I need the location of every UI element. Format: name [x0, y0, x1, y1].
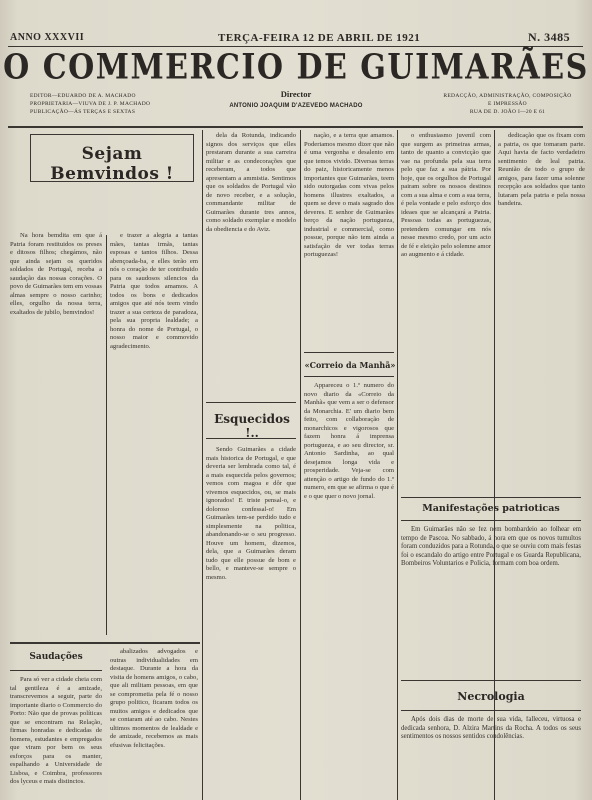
saudacoes-article-col2: abalizados advogados e outras individualidades em destaque. Durante a hora da visita de homens amigos, o cabo, que ali militam pessoas, em que se comprometia pela fé o nosso grupo politico, ficaram todos os muitos amigos e dedicados que se contaram até ao cabo. Nestes ultimos momentos de lealdade e de amizade, recebemos as mais efusivas felicitações.: [110, 648, 198, 749]
section-rule: [304, 376, 394, 377]
welcome-article-col2: e trazer a alegria a tantas mães, tantas irmãs, tantas esposas e tantos filhos. Dessa abençoada-ba, e elles terão em nós o coração de ter contribuido para os saudosos silencios da Patria que todos amamos. A todos os bons e dedicados amigos que até nós teem vindo trazer a sua certeza de paradoza, pela sua propria lealdade; a honra do nome de Portugal, o nosso maior e commovido agradecimento.: [110, 232, 198, 350]
owner-line: PROPRIETARIA—VIUVA DE J. P. MACHADO: [30, 101, 151, 107]
section-rule: [401, 497, 581, 498]
section-rule: [10, 670, 102, 671]
column-rule: [397, 130, 398, 800]
section-rule: [206, 402, 296, 403]
publication-line: PUBLICAÇÃO—ÁS TERÇAS E SEXTAS: [30, 109, 136, 115]
enthusiasmo-article: o enthusiasmo juvenil com que surgem as primeiras armas, tanto de quanto a convicção que vae na profunda pela sua terra pelo que faz a sua pátria. Por hoje, que os orgulhos de Portugal pairam sobre os nossos destinos com a sua alma e com a sua terra, é pela vontade e pelo esforço dos ideaes que se alcançará a Patria. Pessoas todas as portuguezas, pretendem comungar em nós nesse mesmo credo, por um acto de fé e eleição pelo solemne amor ao augmento e á cidade.: [401, 132, 491, 258]
admin-block: [430, 92, 585, 116]
section-rule: [401, 710, 581, 711]
correio-headline: «Correio da Manhã»: [304, 360, 396, 370]
section-rule: [401, 520, 581, 521]
masthead-rule-bottom: [8, 126, 583, 128]
manifestacoes-headline: Manifestações patrioticas: [422, 503, 560, 514]
correio-article: Appareceu o 1.º numero do novo diario da «Correio da Manhã» que vem a ser o defensor da Monarchia. E' um diario bem feito, com collaboração de monarchicos e vigorosos que fazem honra á imprensa portugueza, e ao seu director, sr. Antonio Sardinha, ao qual desejamos longa vida e prosperidade. Veja-se com attenção o artigo de fundo do 1.º numero, em que se afirma o que é e o que quer o novo jornal.: [304, 382, 394, 500]
welcome-article-col1: Na hora bemdita em que á Patria foram restituidos os preses e ditosos filhos; chegámos, não que ainda sejam os queridos soldados de Portugal, receba a saudação das nossas corações. O povo de Guimarães tem em vossas almas sempre o nosso carinho; elles, orgulho da nossa terra, exaltados de jubilo, bemvindos!: [10, 232, 102, 316]
section-rule: [206, 438, 296, 439]
saudacoes-headline: Saudações: [29, 652, 83, 662]
welcome-article-col3: dela da Rotunda, indicando signos dos serviços que elles prestaram durante a sua carreira militar e as condecorações que receberam, a todos que apresentam a ammistia. Sentimos que os soldados de Portugal vão de novo receber, e a solução, commandante militar de Guimarães durante tres annos, como soldado exemplar e modelo da obediencia e do Aviz.: [206, 132, 296, 233]
saudacoes-article-col1: Para só ver a cidade cheia com tal gentileza é a amizade, transcrevemos a seguir, parte do importante diario o Commercio do Porto: Não que de provas políticas que se encontram na Relação, firmas honradas e dedicadas de homens, estudantes e empregados que viram por bem os seus esforços para os manter, espalhando a Universidade de Lisboa, e Coimbra, professores dos lyceus e mais distinctos.: [10, 676, 102, 785]
admin-line: E IMPRESSÃO: [488, 101, 527, 107]
address-line: RUA DE D. JOÃO I—20 E 61: [469, 109, 546, 115]
director-label: Director: [280, 89, 312, 99]
column-rule: [106, 235, 107, 635]
necrologia-headline: Necrologia: [457, 690, 525, 703]
section-rule: [401, 680, 581, 681]
admin-line: REDACÇÃO, ADMINISTRAÇÃO, COMPOSIÇÃO: [443, 93, 572, 99]
nacao-article: nação, e a terra que amamos. Poderiamos mesmo dizer que não é uma vergonha e desalento em que temos vivido. Diversas terras do paiz, historicamente menos importantes que Guimarães, teem sido outorgadas com vivas pelos homens illustres exaltados, a quem se deve o mais sagrado dos deveres. E senhor de Guimarães berço da nação portugueza, industrial e commercial, como possue, porque não tem ainda a satisfação de ver todas terras portuguezas!: [304, 132, 394, 258]
esquecidos-article: Sendo Guimarães a cidade mais historica de Portugal, e que deveria ser lembrada como tal, é a mais esquecida pelos governos; vemos com magoa e dôr que vivemos esquecidos, ou, se mais ignorados! E triste pensal-o, e doloroso confessal-o! Em Guimarães tem-se perdido tudo e simplesmente na politica, abandonando-se o seu progresso. Houve um homem, dizemos, dela, que a Guimarães deram tudo que elle possue de bom e bello, e manteve-se sempre o mesmo.: [206, 446, 296, 581]
section-rule: [10, 642, 200, 644]
necrologia-article: Após dois dias de morte de sua vida, falleceu, virtuosa e dedicada senhora, D. Alzira Martins da Rocha. A todos os seus sentimentos os nossos sentidos condolências.: [401, 716, 581, 740]
esquecidos-headline: Esquecidos !..: [214, 412, 290, 440]
issue-date: TERÇA-FEIRA 12 DE ABRIL DE 1921: [218, 32, 421, 44]
column-rule: [202, 130, 203, 800]
director-name: ANTONIO JOAQUIM D'AZEVEDO MACHADO: [229, 103, 363, 109]
manifestacoes-article: Em Guimarães não se fez nem bombardeio ao folhear em tempo de Pascoa. No sabbado, á hora em que os novos tumultos foram conduzidos para a Rotunda, o que se ouviu com mais festas foi o escandalo do artigo entre Portugal e os Guarda Republicana, Bombeiros Voluntarios e Policia, formam com boa ordem.: [401, 526, 581, 567]
issue-year: ANNO XXXVII: [10, 32, 85, 43]
editor-block: [30, 92, 180, 116]
newspaper-title: O COMMERCIO DE GUIMARÃES: [3, 47, 589, 88]
column-rule: [300, 130, 301, 800]
issue-number: N. 3485: [528, 30, 571, 44]
editor-line: EDITOR—EDUARDO DE A. MACHADO: [30, 93, 136, 99]
section-rule: [304, 352, 394, 353]
welcome-headline: Sejam Bemvindos !: [50, 144, 174, 184]
dedicacao-article: dedicação que os fixam com a patria, os que tomaram parte. Aqui havia de facto verdadeiro sentimento de leal patria. Reunião de todo o grupo de amigos, para fazer uma solenne recepção aos soldados que tanto lutaram pela patria e pela nossa bandeira.: [498, 132, 585, 207]
